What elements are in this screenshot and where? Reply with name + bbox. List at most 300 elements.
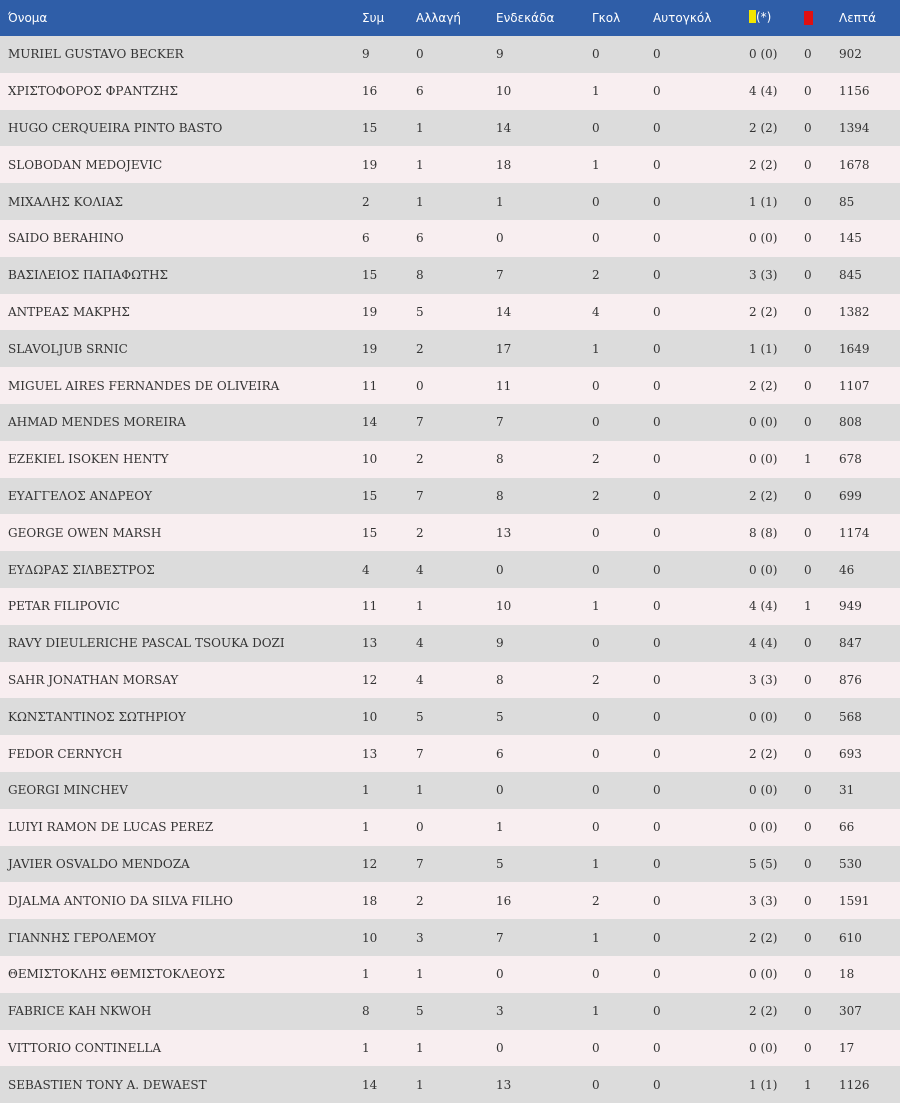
yellow-cell: 4 (4): [749, 599, 778, 614]
apps-cell: 12: [362, 672, 378, 687]
red-cell: 0: [804, 856, 812, 871]
apps-cell: 1: [362, 783, 370, 798]
yellow-cell: 0 (0): [749, 967, 778, 982]
own-goals-cell: 0: [653, 856, 661, 871]
yellow-cell: 2 (2): [749, 1004, 778, 1019]
yellow-cell: 8 (8): [749, 525, 778, 540]
yellow-cell: 0 (0): [749, 1040, 778, 1055]
own-goals-cell: 0: [653, 1040, 661, 1055]
table-row: [0, 956, 900, 993]
yellow-cell: 0 (0): [749, 47, 778, 62]
apps-cell: 19: [362, 304, 378, 319]
subs-cell: 1: [416, 194, 424, 209]
minutes-cell: 1382: [839, 304, 870, 319]
minutes-cell: 145: [839, 231, 862, 246]
own-goals-cell: 0: [653, 636, 661, 651]
starts-cell: 14: [496, 304, 512, 319]
apps-cell: 1: [362, 820, 370, 835]
own-goals-cell: 0: [653, 304, 661, 319]
apps-cell: 8: [362, 1004, 370, 1019]
red-cell: 0: [804, 304, 812, 319]
minutes-cell: 610: [839, 930, 862, 945]
own-goals-cell: 0: [653, 268, 661, 283]
red-cell: 0: [804, 709, 812, 724]
subs-cell: 1: [416, 967, 424, 982]
starts-cell: 18: [496, 157, 512, 172]
apps-cell: 10: [362, 709, 378, 724]
table-row: [0, 73, 900, 110]
apps-cell: 13: [362, 746, 378, 761]
starts-cell: 13: [496, 1077, 512, 1092]
yellow-cell: 0 (0): [749, 820, 778, 835]
subs-cell: 1: [416, 1077, 424, 1092]
goals-cell: 0: [592, 1077, 600, 1092]
player-name: VITTORIO CONTINELLA: [8, 1040, 162, 1055]
apps-cell: 15: [362, 120, 378, 135]
yellow-cell: 0 (0): [749, 415, 778, 430]
subs-cell: 5: [416, 1004, 424, 1019]
minutes-cell: 307: [839, 1004, 862, 1019]
yellow-cell: 0 (0): [749, 562, 778, 577]
goals-cell: 0: [592, 967, 600, 982]
subs-cell: 4: [416, 636, 424, 651]
minutes-cell: 31: [839, 783, 855, 798]
table-header: [0, 0, 900, 36]
table-row: [0, 882, 900, 919]
player-name: FEDOR CERNYCH: [8, 746, 123, 761]
own-goals-cell: 0: [653, 84, 661, 99]
red-cell: 1: [804, 452, 812, 467]
yellow-cell: 2 (2): [749, 120, 778, 135]
table-row: [0, 1030, 900, 1067]
minutes-cell: 949: [839, 599, 862, 614]
goals-cell: 1: [592, 599, 600, 614]
apps-cell: 19: [362, 341, 378, 356]
yellow-cell: 2 (2): [749, 930, 778, 945]
goals-cell: 1: [592, 856, 600, 871]
own-goals-cell: 0: [653, 599, 661, 614]
red-cell: 0: [804, 1004, 812, 1019]
goals-cell: 0: [592, 709, 600, 724]
subs-cell: 6: [416, 84, 424, 99]
goals-cell: 4: [592, 304, 600, 319]
player-name: ΒΑΣΙΛΕΙΟΣ ΠΑΠΑΦΩΤΗΣ: [8, 268, 169, 283]
table-row: [0, 698, 900, 735]
table-row: [0, 1066, 900, 1103]
col-starts-header[interactable]: Ενδεκάδα: [496, 11, 555, 25]
goals-cell: 0: [592, 378, 600, 393]
player-name: MURIEL GUSTAVO BECKER: [8, 47, 184, 62]
own-goals-cell: 0: [653, 47, 661, 62]
goals-cell: 0: [592, 1040, 600, 1055]
starts-cell: 0: [496, 1040, 504, 1055]
col-yellow-header[interactable]: [749, 0, 804, 36]
starts-cell: 11: [496, 378, 512, 393]
apps-cell: 12: [362, 856, 378, 871]
player-name: FABRICE KAH NKWOH: [8, 1004, 152, 1019]
subs-cell: 1: [416, 1040, 424, 1055]
starts-cell: 9: [496, 47, 504, 62]
player-name: ΚΩΝΣΤΑΝΤΙΝΟΣ ΣΩΤΗΡΙΟΥ: [8, 709, 186, 724]
player-name: GEORGI MINCHEV: [8, 783, 128, 798]
red-cell: 0: [804, 746, 812, 761]
own-goals-cell: 0: [653, 967, 661, 982]
own-goals-cell: 0: [653, 746, 661, 761]
starts-cell: 10: [496, 84, 512, 99]
red-cell: 0: [804, 525, 812, 540]
col-apps-header[interactable]: Συμ: [362, 11, 385, 25]
col-subs-header[interactable]: Αλλαγή: [416, 11, 462, 25]
apps-cell: 11: [362, 599, 378, 614]
yellow-cell: 1 (1): [749, 341, 778, 356]
own-goals-cell: 0: [653, 231, 661, 246]
starts-cell: 1: [496, 820, 504, 835]
red-cell: 1: [804, 599, 812, 614]
table-row: [0, 478, 900, 515]
own-goals-cell: 0: [653, 415, 661, 430]
apps-cell: 6: [362, 231, 370, 246]
starts-cell: 7: [496, 930, 504, 945]
col-own-goals-header[interactable]: Αυτογκόλ: [653, 11, 712, 25]
player-name: SAIDO BERAHINO: [8, 231, 124, 246]
own-goals-cell: 0: [653, 672, 661, 687]
red-cell: 0: [804, 231, 812, 246]
red-cell: 1: [804, 1077, 812, 1092]
goals-cell: 2: [592, 452, 600, 467]
starts-cell: 17: [496, 341, 512, 356]
subs-cell: 0: [416, 47, 424, 62]
table-row: [0, 441, 900, 478]
apps-cell: 10: [362, 452, 378, 467]
player-name: SAHR JONATHAN MORSAY: [8, 672, 179, 687]
table-row: [0, 919, 900, 956]
yellow-cell: 1 (1): [749, 1077, 778, 1092]
yellow-cell: 0 (0): [749, 452, 778, 467]
red-cell: 0: [804, 268, 812, 283]
starts-cell: 14: [496, 120, 512, 135]
own-goals-cell: 0: [653, 488, 661, 503]
red-cell: 0: [804, 378, 812, 393]
own-goals-cell: 0: [653, 452, 661, 467]
subs-cell: 7: [416, 488, 424, 503]
apps-cell: 14: [362, 1077, 378, 1092]
starts-cell: 7: [496, 268, 504, 283]
starts-cell: 10: [496, 599, 512, 614]
yellow-card-icon: [749, 10, 756, 23]
player-name: SEBASTIEN TONY A. DEWAEST: [8, 1077, 207, 1092]
player-name: ΕΥΔΩΡΑΣ ΣΙΛΒΕΣΤΡΟΣ: [8, 562, 155, 577]
minutes-cell: 1126: [839, 1077, 870, 1092]
player-name: PETAR FILIPOVIC: [8, 599, 120, 614]
subs-cell: 1: [416, 120, 424, 135]
yellow-cell: 1 (1): [749, 194, 778, 209]
yellow-cell: 0 (0): [749, 783, 778, 798]
table-row: [0, 404, 900, 441]
starts-cell: 16: [496, 893, 512, 908]
minutes-cell: 85: [839, 194, 855, 209]
table-row: [0, 846, 900, 883]
table-row: [0, 809, 900, 846]
goals-cell: 2: [592, 672, 600, 687]
player-name: ΕΥΑΓΓΕΛΟΣ ΑΝΔΡΕΟΥ: [8, 488, 152, 503]
own-goals-cell: 0: [653, 709, 661, 724]
col-name-header[interactable]: Όνομα: [8, 11, 48, 25]
subs-cell: 0: [416, 820, 424, 835]
goals-cell: 2: [592, 893, 600, 908]
red-cell: 0: [804, 636, 812, 651]
minutes-cell: 17: [839, 1040, 855, 1055]
own-goals-cell: 0: [653, 341, 661, 356]
player-name: SLOBODAN MEDOJEVIC: [8, 157, 163, 172]
minutes-cell: 678: [839, 452, 862, 467]
yellow-cell: 4 (4): [749, 84, 778, 99]
starts-cell: 1: [496, 194, 504, 209]
table-row: [0, 36, 900, 73]
own-goals-cell: 0: [653, 1077, 661, 1092]
table-row: [0, 220, 900, 257]
subs-cell: 0: [416, 378, 424, 393]
table-row: [0, 551, 900, 588]
subs-cell: 4: [416, 562, 424, 577]
yellow-cell: 5 (5): [749, 856, 778, 871]
starts-cell: 5: [496, 709, 504, 724]
own-goals-cell: 0: [653, 783, 661, 798]
table-row: [0, 183, 900, 220]
own-goals-cell: 0: [653, 378, 661, 393]
subs-cell: 2: [416, 893, 424, 908]
table-row: [0, 993, 900, 1030]
goals-cell: 0: [592, 746, 600, 761]
starts-cell: 0: [496, 562, 504, 577]
player-name: GEORGE OWEN MARSH: [8, 525, 162, 540]
table-row: [0, 146, 900, 183]
starts-cell: 5: [496, 856, 504, 871]
starts-cell: 0: [496, 231, 504, 246]
minutes-cell: 18: [839, 967, 855, 982]
yellow-cell: 2 (2): [749, 746, 778, 761]
starts-cell: 0: [496, 967, 504, 982]
minutes-cell: 1156: [839, 84, 870, 99]
red-cell: 0: [804, 341, 812, 356]
red-card-icon: [804, 11, 813, 25]
apps-cell: 18: [362, 893, 378, 908]
red-cell: 0: [804, 120, 812, 135]
apps-cell: 14: [362, 415, 378, 430]
red-cell: 0: [804, 415, 812, 430]
minutes-cell: 1678: [839, 157, 870, 172]
table-row: [0, 330, 900, 367]
goals-cell: 1: [592, 1004, 600, 1019]
subs-cell: 1: [416, 599, 424, 614]
minutes-cell: 876: [839, 672, 862, 687]
player-name: AHMAD MENDES MOREIRA: [8, 415, 186, 430]
goals-cell: 1: [592, 84, 600, 99]
player-name: MIGUEL AIRES FERNANDES DE OLIVEIRA: [8, 378, 280, 393]
col-minutes-header[interactable]: Λεπτά: [839, 11, 877, 25]
red-cell: 0: [804, 562, 812, 577]
apps-cell: 1: [362, 1040, 370, 1055]
table-body: [0, 36, 900, 1103]
yellow-cell: 2 (2): [749, 378, 778, 393]
own-goals-cell: 0: [653, 525, 661, 540]
apps-cell: 19: [362, 157, 378, 172]
yellow-cell: 2 (2): [749, 157, 778, 172]
goals-cell: 0: [592, 231, 600, 246]
apps-cell: 10: [362, 930, 378, 945]
red-cell: 0: [804, 488, 812, 503]
minutes-cell: 699: [839, 488, 862, 503]
apps-cell: 4: [362, 562, 370, 577]
minutes-cell: 847: [839, 636, 862, 651]
subs-cell: 7: [416, 856, 424, 871]
goals-cell: 0: [592, 194, 600, 209]
red-cell: 0: [804, 84, 812, 99]
minutes-cell: 1649: [839, 341, 870, 356]
red-cell: 0: [804, 893, 812, 908]
player-name: EZEKIEL ISOKEN HENTY: [8, 452, 169, 467]
yellow-cell: 3 (3): [749, 672, 778, 687]
apps-cell: 15: [362, 488, 378, 503]
goals-cell: 1: [592, 341, 600, 356]
red-cell: 0: [804, 47, 812, 62]
goals-cell: 0: [592, 636, 600, 651]
player-name: DJALMA ANTONIO DA SILVA FILHO: [8, 893, 234, 908]
goals-cell: 0: [592, 562, 600, 577]
goals-cell: 0: [592, 120, 600, 135]
apps-cell: 2: [362, 194, 370, 209]
subs-cell: 5: [416, 304, 424, 319]
starts-cell: 3: [496, 1004, 504, 1019]
goals-cell: 1: [592, 930, 600, 945]
red-cell: 0: [804, 1040, 812, 1055]
own-goals-cell: 0: [653, 1004, 661, 1019]
apps-cell: 16: [362, 84, 378, 99]
subs-cell: 4: [416, 672, 424, 687]
table-row: [0, 110, 900, 147]
minutes-cell: 1174: [839, 525, 870, 540]
goals-cell: 0: [592, 415, 600, 430]
minutes-cell: 66: [839, 820, 855, 835]
minutes-cell: 808: [839, 415, 862, 430]
goals-cell: 0: [592, 820, 600, 835]
subs-cell: 6: [416, 231, 424, 246]
goals-cell: 1: [592, 157, 600, 172]
starts-cell: 7: [496, 415, 504, 430]
minutes-cell: 1394: [839, 120, 870, 135]
red-cell: 0: [804, 820, 812, 835]
player-name: ΓΙΑΝΝΗΣ ΓΕΡΟΛΕΜΟΥ: [8, 930, 156, 945]
goals-cell: 0: [592, 525, 600, 540]
table-row: [0, 588, 900, 625]
red-cell: 0: [804, 157, 812, 172]
player-name: ΧΡΙΣΤΟΦΟΡΟΣ ΦΡΑΝΤΖΗΣ: [8, 84, 178, 99]
red-cell: 0: [804, 672, 812, 687]
own-goals-cell: 0: [653, 562, 661, 577]
player-name: ΑΝΤΡΕΑΣ ΜΑΚΡΗΣ: [8, 304, 130, 319]
goals-cell: 2: [592, 268, 600, 283]
subs-cell: 7: [416, 746, 424, 761]
table-row: [0, 625, 900, 662]
yellow-cell: 0 (0): [749, 709, 778, 724]
subs-cell: 8: [416, 268, 424, 283]
player-name: ΘΕΜΙΣΤΟΚΛΗΣ ΘΕΜΙΣΤΟΚΛΕΟΥΣ: [8, 967, 225, 982]
apps-cell: 1: [362, 967, 370, 982]
yellow-cell: 3 (3): [749, 893, 778, 908]
table-row: [0, 257, 900, 294]
subs-cell: 5: [416, 709, 424, 724]
starts-cell: 8: [496, 452, 504, 467]
player-name: RAVY DIEULERICHE PASCAL TSOUKA DOZI: [8, 636, 285, 651]
yellow-cell: 2 (2): [749, 488, 778, 503]
apps-cell: 15: [362, 268, 378, 283]
subs-cell: 2: [416, 452, 424, 467]
starts-cell: 13: [496, 525, 512, 540]
goals-cell: 0: [592, 783, 600, 798]
own-goals-cell: 0: [653, 120, 661, 135]
own-goals-cell: 0: [653, 893, 661, 908]
apps-cell: 9: [362, 47, 370, 62]
col-goals-header[interactable]: Γκολ: [592, 11, 621, 25]
table-row: [0, 735, 900, 772]
player-name: SLAVOLJUB SRNIC: [8, 341, 128, 356]
minutes-cell: 46: [839, 562, 855, 577]
apps-cell: 15: [362, 525, 378, 540]
table-row: [0, 514, 900, 551]
yellow-suffix: (*): [756, 9, 772, 24]
minutes-cell: 902: [839, 47, 862, 62]
apps-cell: 11: [362, 378, 378, 393]
subs-cell: 1: [416, 783, 424, 798]
player-name: HUGO CERQUEIRA PINTO BASTO: [8, 120, 223, 135]
starts-cell: 8: [496, 672, 504, 687]
subs-cell: 2: [416, 525, 424, 540]
yellow-cell: 4 (4): [749, 636, 778, 651]
table-row: [0, 772, 900, 809]
starts-cell: 6: [496, 746, 504, 761]
starts-cell: 9: [496, 636, 504, 651]
starts-cell: 8: [496, 488, 504, 503]
subs-cell: 3: [416, 930, 424, 945]
minutes-cell: 530: [839, 856, 862, 871]
table-row: [0, 662, 900, 699]
red-cell: 0: [804, 783, 812, 798]
own-goals-cell: 0: [653, 930, 661, 945]
subs-cell: 7: [416, 415, 424, 430]
minutes-cell: 1107: [839, 378, 870, 393]
yellow-cell: 0 (0): [749, 231, 778, 246]
red-cell: 0: [804, 194, 812, 209]
subs-cell: 1: [416, 157, 424, 172]
red-cell: 0: [804, 967, 812, 982]
goals-cell: 2: [592, 488, 600, 503]
table-row: [0, 367, 900, 404]
red-cell: 0: [804, 930, 812, 945]
minutes-cell: 568: [839, 709, 862, 724]
col-red-header[interactable]: [804, 0, 839, 36]
player-name: JAVIER OSVALDO MENDOZA: [8, 856, 190, 871]
yellow-cell: 3 (3): [749, 268, 778, 283]
own-goals-cell: 0: [653, 157, 661, 172]
subs-cell: 2: [416, 341, 424, 356]
player-name: LUIYI RAMON DE LUCAS PEREZ: [8, 820, 214, 835]
table-row: [0, 294, 900, 331]
minutes-cell: 1591: [839, 893, 870, 908]
yellow-cell: 2 (2): [749, 304, 778, 319]
player-name: ΜΙΧΑΛΗΣ ΚΟΛΙΑΣ: [8, 194, 124, 209]
starts-cell: 0: [496, 783, 504, 798]
minutes-cell: 845: [839, 268, 862, 283]
own-goals-cell: 0: [653, 194, 661, 209]
